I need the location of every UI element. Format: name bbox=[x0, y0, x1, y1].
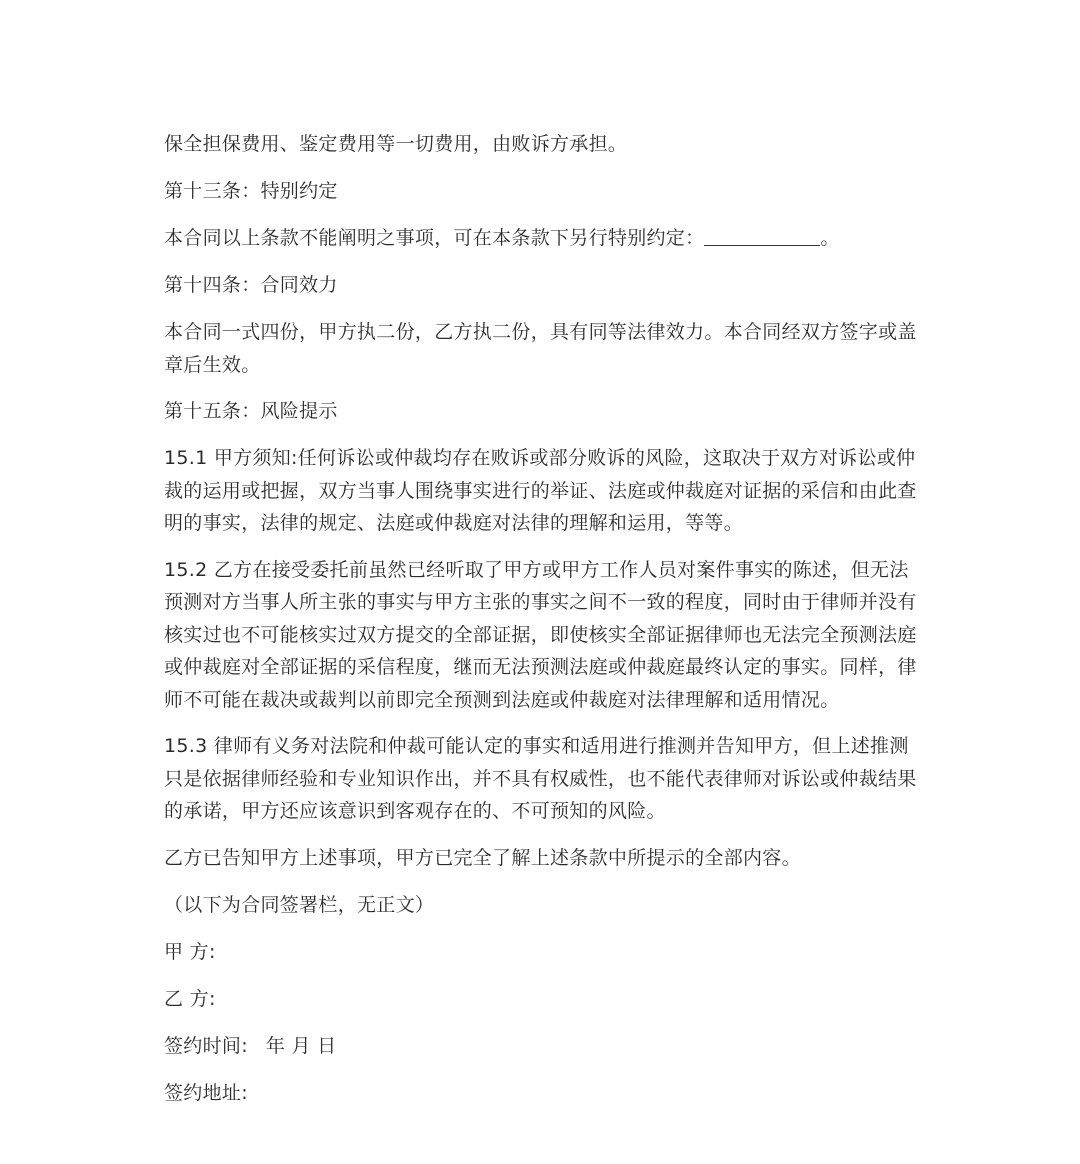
article-13-heading: 第十三条：特别约定 bbox=[164, 180, 338, 202]
contract-page bbox=[164, 128, 924, 1124]
paragraph-costs: 保全担保费用、鉴定费用等一切费用，由败诉方承担。 bbox=[164, 133, 628, 155]
sign-time-line bbox=[164, 1030, 924, 1063]
article-14-heading: 第十四条：合同效力 bbox=[164, 274, 338, 296]
party-a-line: 甲 方: bbox=[164, 940, 216, 963]
special-terms-blank[interactable] bbox=[704, 225, 820, 246]
article-13-text: 本合同以上条款不能阐明之事项，可在本条款下另行特别约定： bbox=[164, 227, 705, 249]
clause-15-1: 15.1 甲方须知:任何诉讼或仲裁均存在败诉或部分败诉的风险，这取决于双方对诉讼或仲裁的运用或把握，双方当事人围绕事实进行的举证、法庭或仲裁庭对证据的采信和由此查明的事实，法律的规定、法庭或仲裁庭对法律的理解和运用，等等。 bbox=[164, 447, 917, 534]
article-13-body bbox=[164, 222, 924, 255]
notice-paragraph: 乙方已告知甲方上述事项，甲方已完全了解上述条款中所提示的全部内容。 bbox=[164, 846, 801, 869]
article-13-end: 。 bbox=[820, 227, 840, 249]
article-15-heading: 第十五条：风险提示 bbox=[164, 400, 338, 422]
clause-15-3: 15.3 律师有义务对法院和仲裁可能认定的事实和适用进行推测并告知甲方，但上述推测只是依据律师经验和专业知识作出，并不具有权威性，也不能代表律师对诉讼或仲裁结果的承诺，甲方还应该意识到客观存在的、不可预知的风险。 bbox=[164, 735, 917, 822]
clause-15-2: 15.2 乙方在接受委托前虽然已经听取了甲方或甲方工作人员对案件事实的陈述，但无法预测对方当事人所主张的事实与甲方主张的事实之间不一致的程度，同时由于律师并没有核实过也不可能核实过双方提交的全部证据，即使核实全部证据律师也无法完全预测法庭或仲裁庭对全部证据的采信程度，继而无法预测法庭或仲裁庭最终认定的事实。同样，律师不可能在裁决或裁判以前即完全预测到法庭或仲裁庭对法律理解和适用情况。 bbox=[164, 558, 917, 711]
sign-time-value: 年 月 日 bbox=[265, 1034, 337, 1057]
party-b-line: 乙 方: bbox=[164, 987, 216, 1010]
sign-time-label: 签约时间: bbox=[164, 1034, 248, 1057]
signature-note: （以下为合同签署栏，无正文） bbox=[164, 893, 435, 916]
article-14-body: 本合同一式四份，甲方执二份，乙方执二份，具有同等法律效力。本合同经双方签字或盖章后生效。 bbox=[164, 321, 917, 376]
sign-place-line: 签约地址: bbox=[164, 1081, 248, 1104]
